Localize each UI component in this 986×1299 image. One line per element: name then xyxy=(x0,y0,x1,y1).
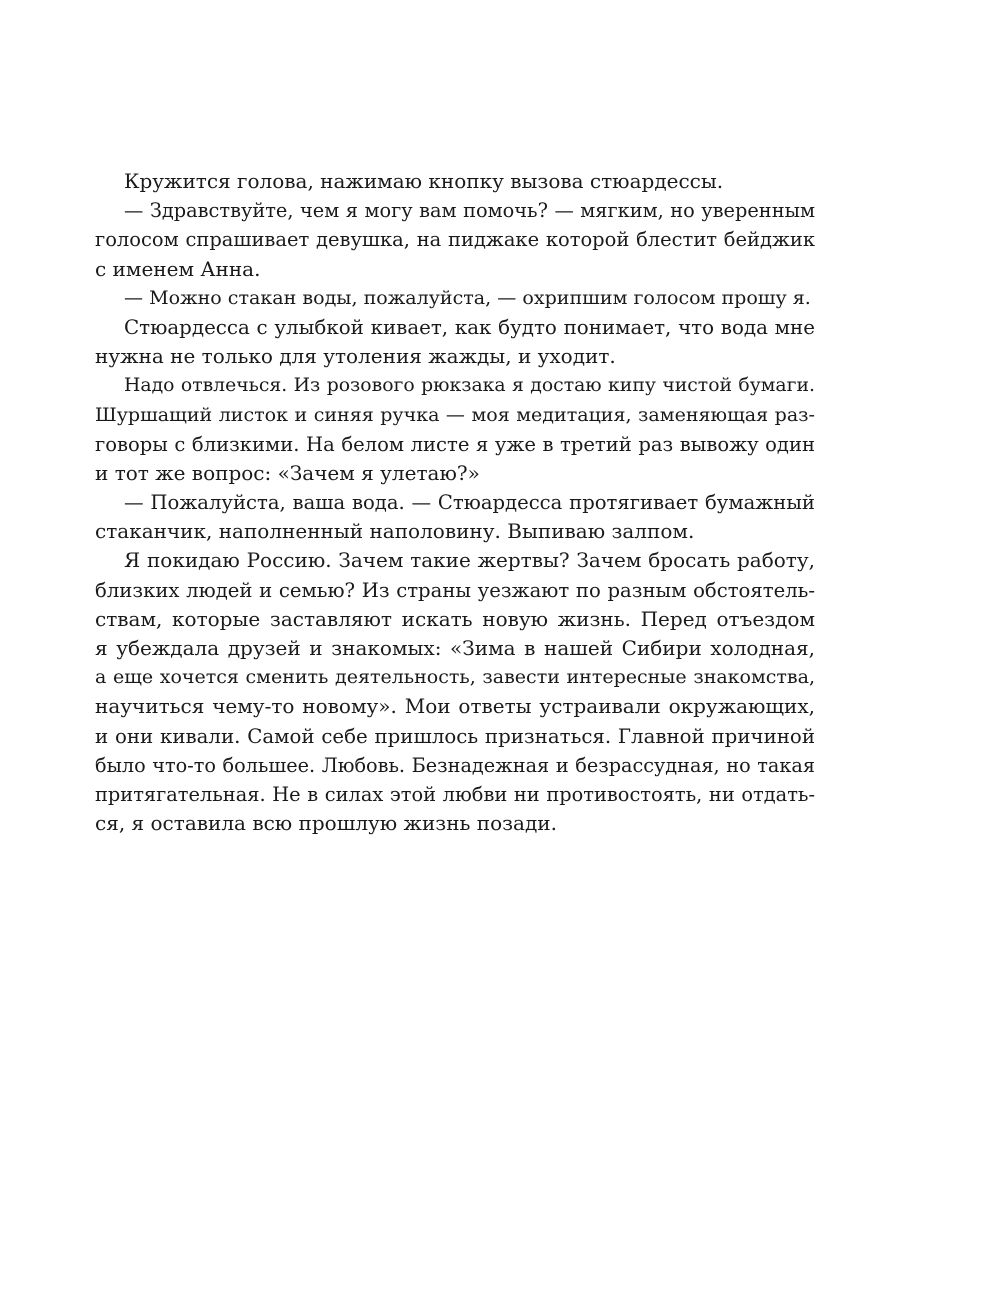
text-line: Я покидаю Россию. Зачем такие жертвы? Зачем бросать работу, xyxy=(124,548,815,573)
text-line: ся, я оставила всю прошлую жизнь позади. xyxy=(95,811,557,836)
text-line: Кружится голова, нажимаю кнопку вызова стюардессы. xyxy=(124,169,724,193)
text-line: — Здравствуйте, чем я могу вам помочь? — мягким, но уверенным xyxy=(124,199,815,223)
text-line: и тот же вопрос: «Зачем я улетаю?» xyxy=(95,460,480,485)
text-line: было что-то большее. Любовь. Безнадежная и безрассудная, но такая xyxy=(95,753,815,777)
text-line: голосом спрашивает девушка, на пиджаке которой блестит бейджик xyxy=(95,228,815,252)
text-line: научиться чему-то новому». Мои ответы устраивали окружающих, xyxy=(95,694,815,719)
text-line: говоры с близкими. На белом листе я уже в третий раз вывожу один xyxy=(95,432,815,456)
text-line: Надо отвлечься. Из розового рюкзака я достаю кипу чистой бумаги. xyxy=(124,375,815,397)
text-line: а еще хочется сменить деятельность, завести интересные знакомства, xyxy=(95,666,815,689)
text-line: близких людей и семью? Из страны уезжают по разным обстоятель- xyxy=(95,578,815,602)
text-line: с именем Анна. xyxy=(95,256,261,281)
text-line: притягательная. Не в силах этой любви ни противостоять, ни отдать- xyxy=(95,782,815,806)
text-line: — Можно стакан воды, пожалуйста, — охрипшим голосом прошу я. xyxy=(124,286,811,309)
text-line: нужна не только для утоления жажды, и уходит. xyxy=(95,344,616,369)
text-line: Стюардесса с улыбкой кивает, как будто понимает, что вода мне xyxy=(124,315,815,339)
text-line: Шуршащий листок и синяя ручка — моя медитация, заменяющая раз- xyxy=(95,403,815,426)
text-line: стаканчик, наполненный наполовину. Выпиваю залпом. xyxy=(95,519,695,544)
text-line: и они кивали. Самой себе пришлось признаться. Главной причиной xyxy=(95,724,815,748)
body-text xyxy=(95,167,815,838)
text-line: ствам, которые заставляют искать новую жизнь. Перед отъездом xyxy=(95,606,815,631)
text-line: я убеждала друзей и знакомых: «Зима в нашей Сибири холодная, xyxy=(95,636,815,660)
text-line: — Пожалуйста, ваша вода. — Стюардесса протягивает бумажный xyxy=(124,491,815,515)
